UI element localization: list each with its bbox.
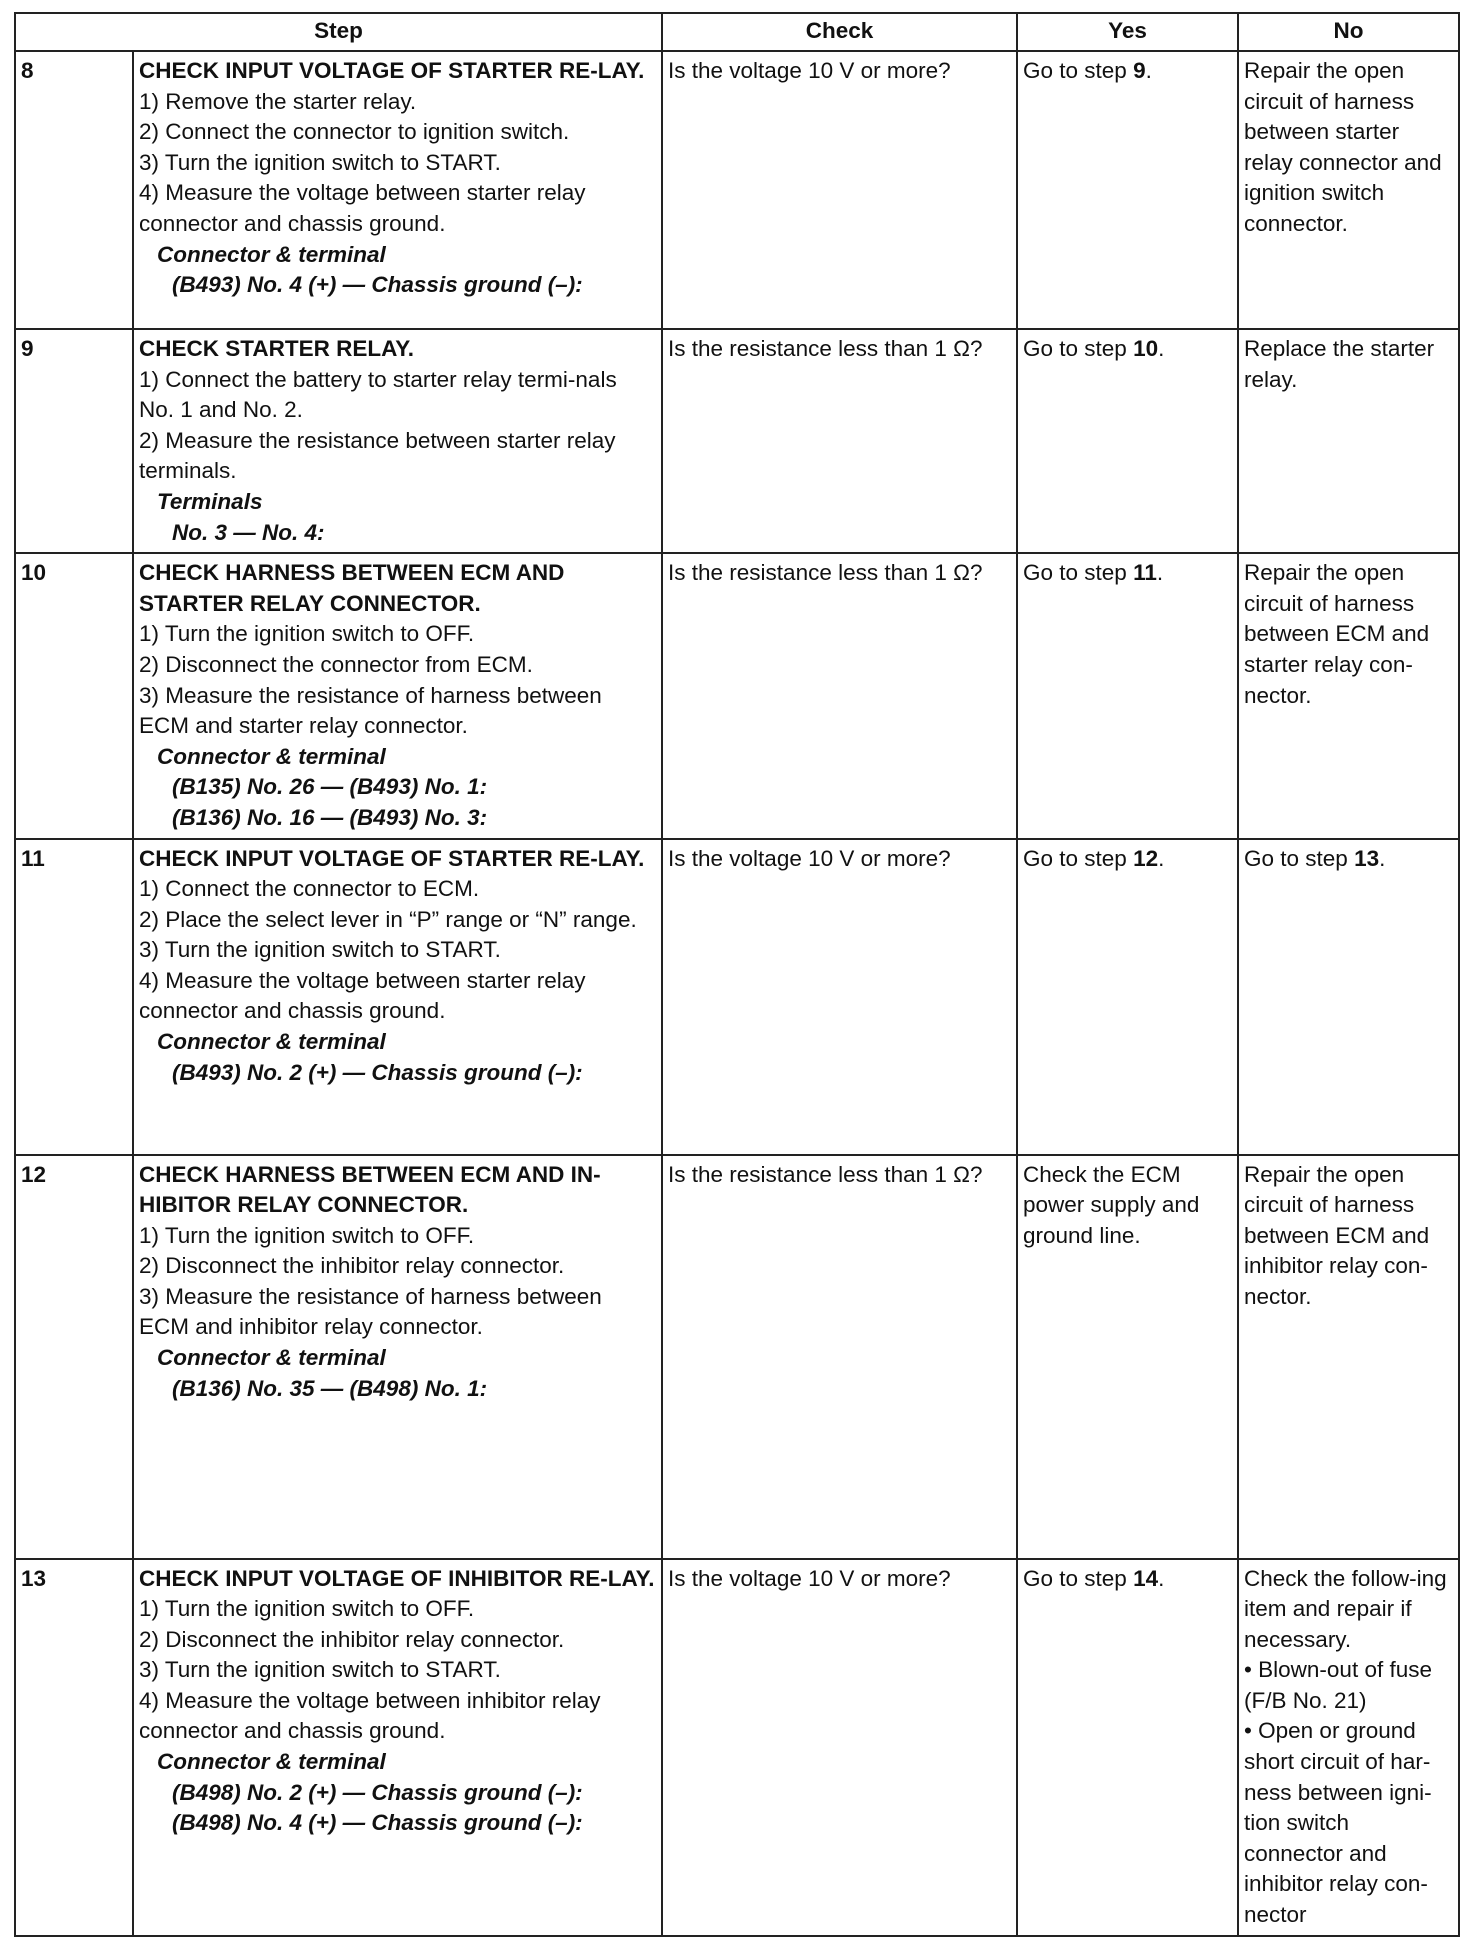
step-line: 3) Measure the resistance of harness between ECM and inhibitor relay connector. <box>139 1283 602 1340</box>
yes-cell: Go to step 14. <box>1017 1559 1238 1936</box>
step-line: 2) Disconnect the inhibitor relay connector. <box>139 1253 565 1279</box>
step-number: 13 <box>15 1559 133 1936</box>
step-line: 1) Connect the battery to starter relay termi-nals No. 1 and No. 2. <box>139 366 617 423</box>
step-cell <box>133 553 662 838</box>
step-title: CHECK HARNESS BETWEEN ECM AND STARTER RELAY CONNECTOR. <box>139 560 565 616</box>
step-line: 4) Measure the voltage between starter relay connector and chassis ground. <box>139 180 586 236</box>
step-cell <box>133 1155 662 1559</box>
sub-item: (B498) No. 4 (+) — Chassis ground (–): <box>172 1810 583 1836</box>
diagnostic-table <box>14 12 1460 1937</box>
step-line: 1) Turn the ignition switch to OFF. <box>139 621 475 647</box>
step-line: 2) Disconnect the inhibitor relay connector. <box>139 1626 565 1652</box>
step-line: 3) Turn the ignition switch to START. <box>139 937 501 963</box>
no-cell: Repair the open circuit of harness between ECM and starter relay con-nector. <box>1238 553 1459 838</box>
check-cell: Is the voltage 10 V or more? <box>662 51 1017 329</box>
sub-heading: Connector & terminal <box>157 241 386 267</box>
sub-heading: Connector & terminal <box>157 1749 386 1775</box>
step-line: 3) Turn the ignition switch to START. <box>139 149 501 175</box>
table-row <box>15 1559 1459 1936</box>
step-title: CHECK INPUT VOLTAGE OF STARTER RE-LAY. <box>139 845 645 871</box>
step-line: 1) Connect the connector to ECM. <box>139 876 480 902</box>
step-line: 4) Measure the voltage between inhibitor relay connector and chassis ground. <box>139 1687 601 1744</box>
no-cell: Replace the starter relay. <box>1238 329 1459 553</box>
table-row <box>15 839 1459 1155</box>
header-yes: Yes <box>1017 13 1238 51</box>
step-title: CHECK STARTER RELAY. <box>139 336 415 361</box>
table-row <box>15 1155 1459 1559</box>
step-cell <box>133 1559 662 1936</box>
sub-item: No. 3 — No. 4: <box>172 519 325 545</box>
step-title: CHECK INPUT VOLTAGE OF INHIBITOR RE-LAY. <box>139 1565 655 1591</box>
sub-item: (B136) No. 35 — (B498) No. 1: <box>172 1375 488 1401</box>
header-check: Check <box>662 13 1017 51</box>
sub-heading: Terminals <box>157 488 263 514</box>
no-intro: Check the follow-ing item and repair if necessary. <box>1244 1565 1447 1652</box>
step-line: 3) Turn the ignition switch to START. <box>139 1657 501 1683</box>
no-cell <box>1238 1559 1459 1936</box>
yes-cell: Check the ECM power supply and ground line. <box>1017 1155 1238 1559</box>
step-line: 1) Turn the ignition switch to OFF. <box>139 1596 475 1622</box>
check-cell: Is the voltage 10 V or more? <box>662 1559 1017 1936</box>
sub-item: (B493) No. 2 (+) — Chassis ground (–): <box>172 1059 583 1085</box>
step-ref: 14 <box>1133 1565 1159 1591</box>
step-ref: 11 <box>1133 560 1157 586</box>
table-row <box>15 553 1459 838</box>
step-cell <box>133 329 662 553</box>
header-no: No <box>1238 13 1459 51</box>
step-title: CHECK HARNESS BETWEEN ECM AND IN-HIBITOR RELAY CONNECTOR. <box>139 1161 601 1218</box>
step-cell <box>133 839 662 1155</box>
step-line: 2) Place the select lever in “P” range or “N” range. <box>139 906 637 932</box>
sub-item: (B135) No. 26 — (B493) No. 1: <box>172 774 488 800</box>
step-title: CHECK INPUT VOLTAGE OF STARTER RE-LAY. <box>139 58 645 83</box>
no-cell: Go to step 13. <box>1238 839 1459 1155</box>
step-line: 1) Remove the starter relay. <box>139 88 417 114</box>
yes-cell: Go to step 11. <box>1017 553 1238 838</box>
step-number: 12 <box>15 1155 133 1559</box>
no-cell: Repair the open circuit of harness between ECM and inhibitor relay con-nector. <box>1238 1155 1459 1559</box>
bullet-item: • Open or ground short circuit of har-ness between igni-tion switch connector and inhibitor relay con-nector <box>1244 1718 1432 1928</box>
step-line: 2) Connect the connector to ignition switch. <box>139 119 570 145</box>
header-step: Step <box>15 13 662 51</box>
check-cell: Is the resistance less than 1 Ω? <box>662 553 1017 838</box>
step-number: 11 <box>15 839 133 1155</box>
step-number: 10 <box>15 553 133 838</box>
step-number: 9 <box>15 329 133 553</box>
bullet-item: • Blown-out of fuse (F/B No. 21) <box>1244 1657 1432 1713</box>
table-row <box>15 51 1459 329</box>
step-ref: 13 <box>1354 845 1380 871</box>
header-row <box>15 13 1459 51</box>
check-cell: Is the voltage 10 V or more? <box>662 839 1017 1155</box>
sub-item: (B136) No. 16 — (B493) No. 3: <box>172 804 488 830</box>
sub-heading: Connector & terminal <box>157 1345 386 1371</box>
step-ref: 12 <box>1133 845 1159 871</box>
sub-item: (B498) No. 2 (+) — Chassis ground (–): <box>172 1779 583 1805</box>
no-cell: Repair the open circuit of harness between starter relay connector and ignition switch connector. <box>1238 51 1459 329</box>
check-cell: Is the resistance less than 1 Ω? <box>662 1155 1017 1559</box>
sub-heading: Connector & terminal <box>157 1029 386 1055</box>
step-line: 3) Measure the resistance of harness between ECM and starter relay connector. <box>139 682 602 739</box>
step-ref: 10 <box>1133 336 1159 361</box>
step-number: 8 <box>15 51 133 329</box>
step-line: 1) Turn the ignition switch to OFF. <box>139 1222 475 1248</box>
table-row <box>15 329 1459 553</box>
yes-cell: Go to step 9. <box>1017 51 1238 329</box>
check-cell: Is the resistance less than 1 Ω? <box>662 329 1017 553</box>
step-cell <box>133 51 662 329</box>
sub-heading: Connector & terminal <box>157 743 386 769</box>
yes-cell: Go to step 10. <box>1017 329 1238 553</box>
step-ref: 9 <box>1133 58 1146 83</box>
yes-cell: Go to step 12. <box>1017 839 1238 1155</box>
step-line: 4) Measure the voltage between starter relay connector and chassis ground. <box>139 967 586 1024</box>
step-line: 2) Disconnect the connector from ECM. <box>139 651 533 677</box>
step-line: 2) Measure the resistance between starter relay terminals. <box>139 427 616 484</box>
sub-item: (B493) No. 4 (+) — Chassis ground (–): <box>172 272 583 298</box>
